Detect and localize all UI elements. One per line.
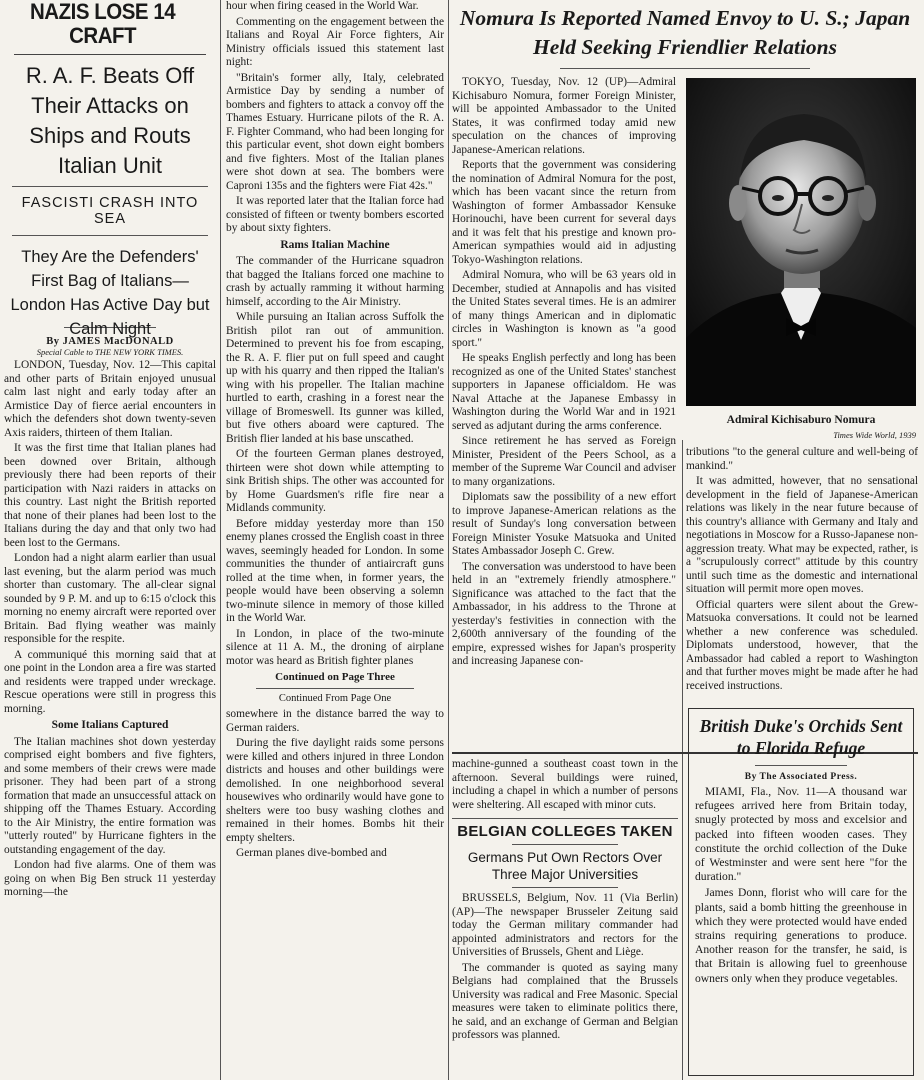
paragraph: London had five alarms. One of them was going on when Big Ben struck 11 yesterday morning—the	[4, 859, 216, 898]
left-article	[4, 0, 216, 1080]
paragraph: "Britain's former ally, Italy, celebrated Armistice Day by sending a number of bombers and fighters to attack a convoy off the Thames Estuary. Hurricane pilots of the R. A. F. Fighter Command, who had been longing for this particular event, shot down eight bombers and five fighters. Most of the Italian planes were shot down at sea. The bombers were Caproni 135s and the fighters were Fiat 42s."	[226, 71, 444, 192]
headline-main: R. A. F. Beats Off Their Attacks on Ships and Routs Italian Unit	[25, 63, 195, 178]
cable-credit: Special Cable to THE NEW YORK TIMES.	[36, 347, 184, 357]
photo-credit: Times Wide World, 1939	[833, 430, 916, 440]
headline-top: NAZIS LOSE 14 CRAFT	[29, 0, 176, 48]
paragraph: Reports that the government was considering the nomination of Admiral Nomura for the post, which has been vacant since the return from Washington of former Ambassador Kensuke Horinouchi, have been current for several days and it was felt that his prestige and known pro-American sympathies would aid in adjusting Tokyo-Washington relations.	[452, 159, 676, 266]
paragraph: The commander is quoted as saying many Belgians had complained that the Brussels University was radical and Free Masonic. Special measures were taken to eliminate politics there, he said, and an exchange of German and Belgian professors was planned.	[452, 961, 678, 1041]
nomura-body	[452, 76, 676, 748]
paragraph: BRUSSELS, Belgium, Nov. 11 (Via Berlin) (AP)—The newspaper Brusseler Zeitung said today the German military commander had appointed administrators and rectors for the Universities of Brussels, Ghent and Liège.	[452, 892, 678, 958]
paragraph: He speaks English perfectly and long has been recognized as one of the United States' stanchest supporters in Japanese officialdom. He was Naval Attache at the Japanese Embassy in Washington during the World War and in 1921 served as adjutant during the arms conference.	[452, 352, 676, 432]
nomura-continuation	[686, 446, 918, 710]
orchids-byline: By The Associated Press.	[744, 772, 858, 782]
subhead: Rams Italian Machine	[280, 238, 390, 251]
paragraph: Since retirement he has served as Foreign Minister, President of the Peers School, as a member of the Supreme War Council and adviser to many organizations.	[452, 435, 676, 488]
paragraph: German planes dive-bombed and	[236, 847, 387, 859]
photo-caption: Admiral Kichisaburo Nomura	[726, 414, 876, 426]
paragraph: Admiral Nomura, who will be 63 years old in December, studied at Annapolis and has visited the United States several times. He is an admirer of many things American and in diplomatic circles in Washington is known as "a good sport."	[452, 269, 676, 349]
middle-column	[226, 0, 444, 1080]
paragraph: TOKYO, Tuesday, Nov. 12 (UP)—Admiral Kichisaburo Nomura, former Foreign Minister, will be appointed Ambassador to the United States, it was confirmed today amid new speculation on the chances of improving Japanese-American relations.	[452, 76, 676, 156]
paragraph: Before midday yesterday more than 150 enemy planes crossed the English coast in three waves, seemingly headed for London. In some communities the thunder of antiaircraft guns rolled at the time when, in former years, the people would have been observing a solemn two-minute silence in memory of those killed in the World War.	[226, 517, 444, 624]
paragraph: While pursuing an Italian across Suffolk the British pilot ran out of ammunition. Determined to prevent his foe from escaping, the R. A. F. flier put on full speed and caught up with his quarry and then ripped the Italian's wing with his propeller. The Italian machine hurtled to earth, crashing in a forest near the village of Bromeswell. Its gunner was killed, but five others aboard were captured. The British flier landed at his base unscathed.	[226, 311, 444, 445]
continued-on: Continued on Page Three	[275, 671, 395, 683]
continued-from: Continued From Page One	[278, 692, 392, 704]
belgian-headline: BELGIAN COLLEGES TAKEN	[457, 823, 673, 840]
paragraph: The conversation was understood to have been held in an "extremely friendly atmosphere." Significance was attached to the fact that the Ambassador, in his address to the Throne at yesterday's festivities in connection with the 2,600th anniversary of the founding of the empire, expressed wishes for Japan's prosperity and increasing Japanese con-	[452, 560, 676, 667]
middle-body	[226, 0, 444, 861]
portrait-photo	[686, 78, 916, 406]
orchids-box	[688, 708, 914, 1076]
paragraph: Diplomats saw the possibility of a new effort to improve Japanese-American relations as the result of Sunday's long conversation between Foreign Minister Yosuke Matsuoka and United States Ambassador Joseph C. Grew.	[452, 491, 676, 557]
paragraph: somewhere in the distance barred the way to German raiders.	[226, 708, 444, 734]
paragraph: In London, in place of the two-minute silence at 11 A. M., the droning of airplane motor was heard as British fighter planes	[226, 627, 444, 667]
paragraph: tributions "to the general culture and well-being of mankind."	[686, 446, 918, 472]
paragraph: LONDON, Tuesday, Nov. 12—This capital and other parts of Britain enjoyed unusual calm last night and early today after an Armistice Day of fierce aerial encounters in which the defenders shot down twenty-seven Axis raiders, thirteen of them Italian.	[4, 359, 216, 439]
paragraph: During the five daylight raids some persons were killed and others injured in three London districts and houses and other buildings were demolished. In one neighborhood several housewives who ordinarily would have gone to shelters were too busy washing clothes and remained in their homes. Bombs hit their empty shelters.	[226, 737, 444, 844]
paragraph: London had a night alarm earlier than usual last evening, but the alarm period was much shorter than customary. The all-clear signal sounded by 9 P. M. and up to 6:15 o'clock this morning no enemy aircraft were reported over Britain. Bad flying weather was mainly responsible for the respite.	[4, 552, 216, 645]
byline: By JAMES MacDONALD	[46, 336, 174, 347]
belgian-deck: Germans Put Own Rectors Over Three Major Universities	[467, 850, 663, 882]
paragraph: A communiqué this morning said that at one point in the London area a fire was started and residents were trapped under wreckage. Rescue operations were still in progress this morning.	[4, 648, 216, 715]
left-body	[4, 359, 216, 900]
nomura-portrait-icon	[686, 78, 916, 406]
paragraph: Commenting on the engagement between the Italians and Royal Air Force fighters, Air Ministry officials issued this statement last night:	[226, 15, 444, 68]
nomura-headline: Nomura Is Reported Named Envoy to U. S.; Japan Held Seeking Friendlier Relations	[459, 6, 911, 59]
paragraph: MIAMI, Fla., Nov. 11—A thousand war refugees arrived here from Britain today, snugly protected by moss and excelsior and packed into fifteen wooden cases. They constitute the orchid collection of the Duke of Westminster and were sent here "for the duration."	[695, 785, 907, 884]
paragraph: It was admitted, however, that no sensational development in the field of Japanese-American relations was likely in the near future because of this country's alliance with Germany and Italy and negotiations in Moscow for a Russo-Japanese non-aggression treaty. What may be expected, rather, is a "scrupulously correct" attitude by this country until such time as the domestic and international situation will permit more open moves.	[686, 475, 918, 595]
belgian-section	[452, 758, 678, 1080]
paragraph: James Donn, florist who will care for the plants, said a bomb hitting the greenhouse in which they were protected would have ended strains requiring generations to produce. Another reason for the transfer, he said, is that Britain is allowing fuel to greenhouse owners only when they produce vegetables.	[695, 886, 907, 985]
deck-2: They Are the Defenders' First Bag of Italians—London Has Active Day but Calm Night	[10, 248, 210, 338]
paragraph: hour when firing ceased in the World War.	[226, 0, 419, 12]
paragraph: Of the fourteen German planes destroyed, thirteen were shot down while attempting to sink British ships. The other was accounted for by Home Guardsmen's rifle fire near a Midlands community.	[226, 448, 444, 514]
paragraph: It was reported later that the Italian force had consisted of fifteen or twenty bombers escorted by about sixty fighters.	[226, 195, 444, 234]
paragraph: machine-gunned a southeast coast town in the afternoon. Several buildings were ruined, including a chapel in which a number of persons were sheltering. All escaped with minor cuts.	[452, 758, 678, 811]
paragraph: The commander of the Hurricane squadron that bagged the Italians forced one machine to crash by actually ramming it without harming himself, according to the Air Ministry.	[226, 255, 444, 308]
paragraph: Official quarters were silent about the Grew-Matsuoka conversations. It could not be learned whether a new conference was scheduled. Diplomats understood, however, that the Ambassador had cabled a report to Washington and that further moves might be made after he had received instructions.	[686, 598, 918, 692]
subhead: Some Italians Captured	[51, 719, 169, 731]
paragraph: It was the first time that Italian planes had been downed over Britain, although previously there had been reports of their participation with Nazi raiders in attacks on this country. Last night the British reported that none of their planes had been lost to the Italians during the day and that only two had been lost to the Germans.	[4, 442, 216, 549]
paragraph: The Italian machines shot down yesterday comprised eight bombers and five fighters, and some members of their crews were made prisoner. They had been part of a strong formation that made an unsuccessful attack on shipping off the Thames Estuary. According to the Air Ministry, the entire formation was "utterly routed" by Hurricane fighters in the outstanding engagement of the day.	[4, 735, 216, 856]
orchids-headline: British Duke's Orchids Sent to Florida Refuge	[699, 716, 903, 758]
deck-1: FASCISTI CRASH INTO SEA	[21, 195, 199, 227]
